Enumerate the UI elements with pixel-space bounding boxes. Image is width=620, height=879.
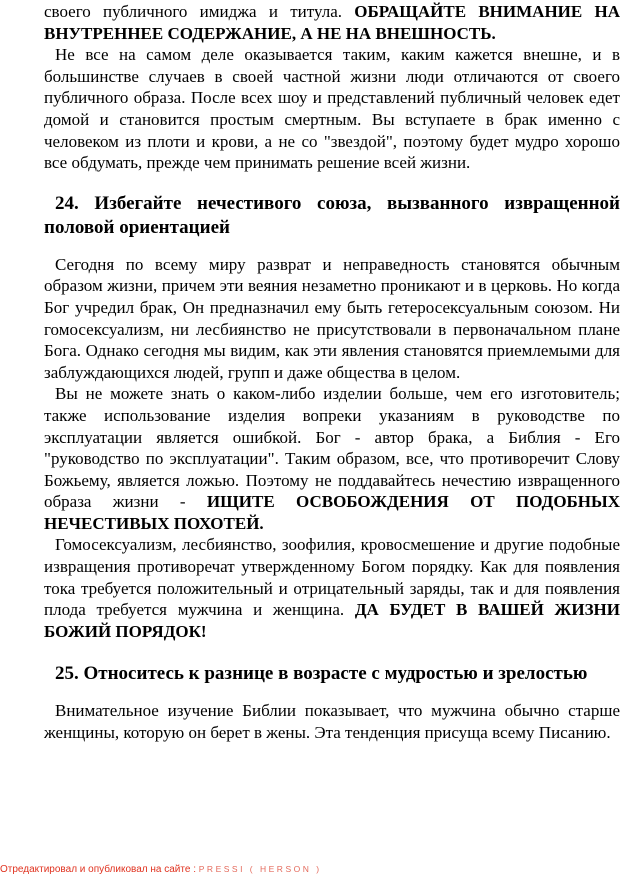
section-24-paragraph-3-emphasis: ДА БУДЕТ В ВАШЕЙ ЖИЗНИ БОЖИЙ ПОРЯДОК!: [44, 600, 620, 641]
section-24-paragraph-2-emphasis: ИЩИТЕ ОСВОБОЖДЕНИЯ ОТ ПОДОБНЫХ НЕЧЕСТИВЫХ ПОХОТЕЙ.: [44, 492, 620, 533]
intro-emphasis: ОБРАЩАЙТЕ ВНИМАНИЕ НА ВНУТРЕННЕЕ СОДЕРЖАНИЕ, А НЕ НА ВНЕШНОСТЬ.: [44, 2, 620, 43]
footer-site-link[interactable]: PRESSI ( HERSON ): [198, 864, 322, 874]
section-24-paragraph-2: [44, 383, 620, 534]
section-25-paragraph-1: Внимательное изучение Библии показывает, что мужчина обычно старше женщины, которую он берет в жены. Эта тенденция присуща всему Писанию.: [44, 701, 620, 743]
section-24-paragraph-3-text: Гомосексуализм, лесбиянство, зоофилия, кровосмешение и другие подобные извращения противоречат утвержденному Богом порядку. Как для появления тока требуется положительный и отрицательный заряды, так и для появления плода требуется мужчина и женщина.: [44, 535, 620, 620]
paragraph-1: Не все на самом деле оказывается таким, каким кажется внешне, и в большинстве случаев в своей частной жизни люди отличаются от своего публичного образа. После всех шоу и представлений публичный человек едет домой и становится простым смертным. Вы вступаете в брак именно с человеком из плоти и крови, а не со "звездой", поэтому будет мудро хорошо все обдумать, прежде чем принимать решение всей жизни.: [44, 45, 620, 173]
document-page: [44, 1, 620, 744]
section-24-paragraph-1: Сегодня по всему миру разврат и неправедность становятся обычным образом жизни, причем эти веяния незаметно проникают и в церковь. Но когда Бог учредил брак, Он предназначил ему быть гетеросексуальным союзом. Ни гомосексуализм, ни лесбиянство не присутствовали в первоначальном плане Бога. Однако сегодня мы видим, как эти явления становятся приемлемыми для заблуждающихся людей, групп и даже общества в целом.: [44, 254, 620, 382]
section-24-paragraph-2-text: Вы не можете знать о каком-либо изделии больше, чем его изготовитель; также использование изделия вопреки указаниям в руководстве по эксплуатации является ошибкой. Бог - автор брака, а Библия - Его "руководство по эксплуатации". Таким образом, все, что противоречит Слову Божьему, является ложью. Поэтому не поддавайтесь нечестию извращенного образа жизни -: [44, 384, 620, 512]
section-25-heading: 25. Относитесь к разнице в возрасте с мудростью и зрелостью: [55, 663, 588, 685]
section-24-heading: 24. Избегайте нечестивого союза, вызванного извращенной половой ориентацией: [44, 192, 620, 238]
footer-credit: [0, 863, 322, 876]
footer-label: Отредактировал и опубликовал на сайте :: [0, 864, 199, 875]
section-24-paragraph-3: [44, 534, 620, 642]
intro-text: своего публичного имиджа и титула.: [44, 2, 355, 21]
intro-paragraph: [44, 1, 620, 44]
